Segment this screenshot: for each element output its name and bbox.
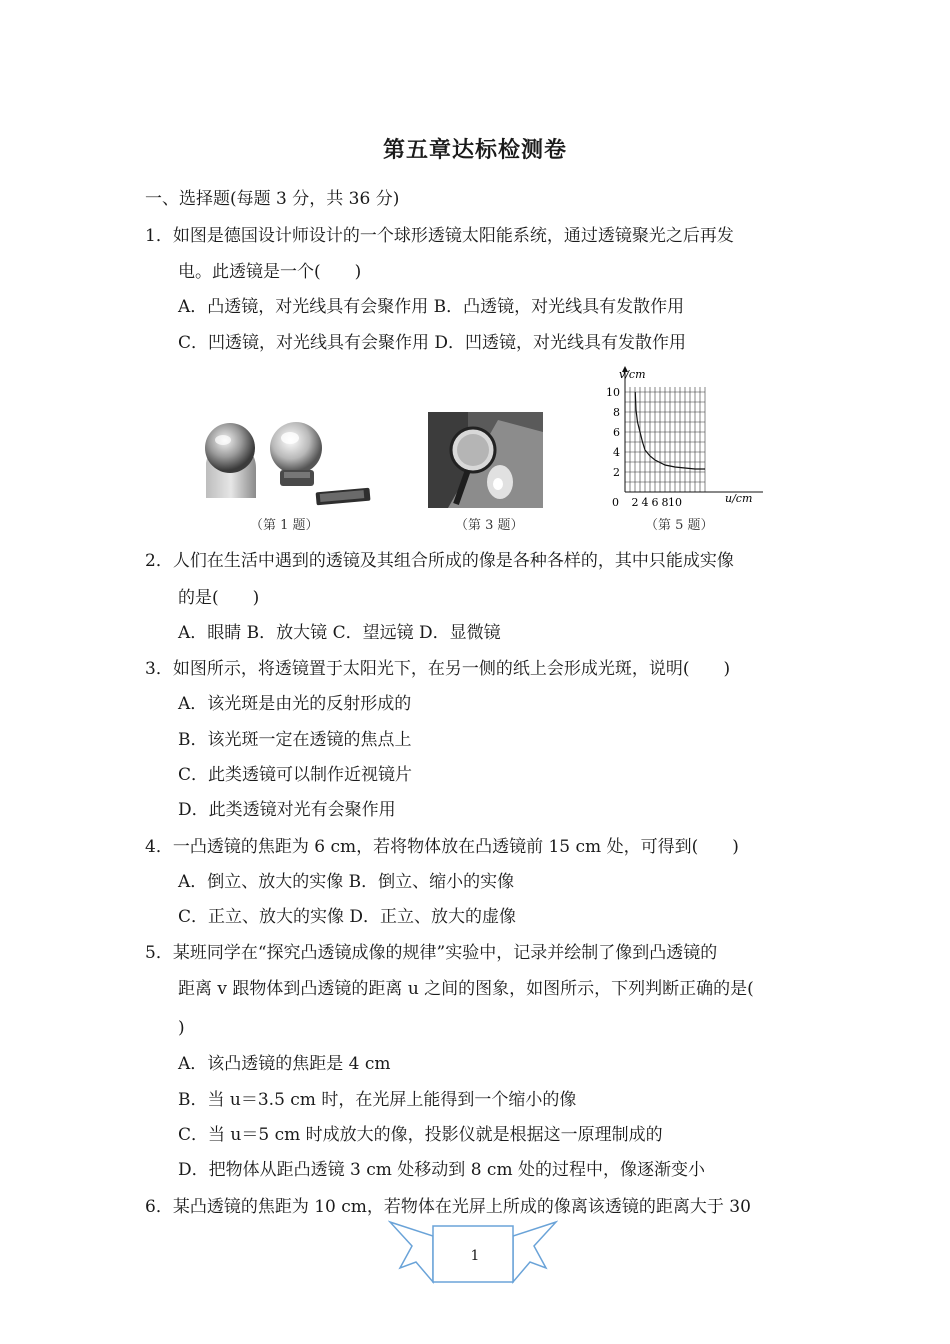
q2-stem-line1: 2．人们在生活中遇到的透镜及其组合所成的像是各种各样的，其中只能成实像 xyxy=(145,551,734,571)
q3-option-a: A．该光斑是由光的反射形成的 xyxy=(178,694,412,714)
y-tick-label: 8 xyxy=(613,406,620,419)
q5-option-d: D．把物体从距凸透镜 3 cm 处移动到 8 cm 处的过程中，像逐渐变小 xyxy=(178,1160,705,1180)
y-tick-label: 4 xyxy=(613,446,620,459)
y-tick-label: 2 xyxy=(613,466,620,479)
q2-stem-line2: 的是( ) xyxy=(178,588,260,608)
q4-options-cd: C．正立、放大的实像 D．正立、放大的虚像 xyxy=(178,907,517,927)
graph-x-axis-label: u/cm xyxy=(725,492,753,505)
graph-axes xyxy=(622,366,763,492)
q5-option-b: B．当 u＝3.5 cm 时，在光屏上能得到一个缩小的像 xyxy=(178,1090,577,1110)
q5-stem-line3: ) xyxy=(178,1018,185,1038)
page-title: 第五章达标检测卷 xyxy=(382,138,567,163)
figure-1-solar-lens-image xyxy=(198,408,378,508)
q1-options-cd: C．凹透镜，对光线具有会聚作用 D．凹透镜，对光线具有发散作用 xyxy=(178,333,687,353)
figure-3-caption: （第 3 题） xyxy=(455,518,524,533)
graph-x-ticks xyxy=(612,496,682,509)
q3-option-d: D．此类透镜对光有会聚作用 xyxy=(178,800,396,820)
y-tick-label: 10 xyxy=(606,386,620,399)
q4-options-ab: A．倒立、放大的实像 B．倒立、缩小的实像 xyxy=(178,872,515,892)
figure-5-v-u-graph xyxy=(595,364,765,512)
q3-option-c: C．此类透镜可以制作近视镜片 xyxy=(178,765,413,785)
q3-stem: 3．如图所示，将透镜置于太阳光下，在另一侧的纸上会形成光斑，说明( ) xyxy=(145,659,731,679)
x-tick-label: 0 xyxy=(612,496,619,509)
q1-options-ab: A．凸透镜，对光线具有会聚作用 B．凸透镜，对光线具有发散作用 xyxy=(178,297,685,317)
x-tick-label: 6 xyxy=(651,496,659,509)
q5-option-c: C．当 u＝5 cm 时成放大的像，投影仪就是根据这一原理制成的 xyxy=(178,1125,663,1145)
graph-grid xyxy=(625,387,705,492)
x-tick-label: 4 xyxy=(641,496,649,509)
graph-y-ticks xyxy=(606,386,620,479)
figure-1-caption: （第 1 题） xyxy=(250,518,319,533)
q5-stem-line2: 距离 v 跟物体到凸透镜的距离 u 之间的图象，如图所示，下列判断正确的是( xyxy=(178,979,754,999)
q3-option-b: B．该光斑一定在透镜的焦点上 xyxy=(178,730,412,750)
q4-stem: 4．一凸透镜的焦距为 6 cm，若将物体放在凸透镜前 15 cm 处，可得到( ) xyxy=(145,837,739,857)
figure-3-lens-sunlight-image xyxy=(428,412,543,508)
q6-stem-line1: 6．某凸透镜的焦距为 10 cm，若物体在光屏上所成的像离该透镜的距离大于 30 xyxy=(145,1197,751,1217)
section-heading: 一、选择题(每题 3 分，共 36 分) xyxy=(145,189,400,209)
figure-5-caption: （第 5 题） xyxy=(645,518,714,533)
graph-y-axis-label: v/cm xyxy=(619,368,646,381)
y-tick-label: 6 xyxy=(613,426,620,439)
q2-options: A．眼睛 B．放大镜 C．望远镜 D．显微镜 xyxy=(178,623,501,643)
x-tick-label: 8 xyxy=(661,496,669,509)
x-tick-label: 2 xyxy=(631,496,639,509)
x-tick-label: 10 xyxy=(668,496,682,509)
q1-stem-line1: 1．如图是德国设计师设计的一个球形透镜太阳能系统，通过透镜聚光之后再发 xyxy=(145,226,734,246)
q1-stem-line2: 电。此透镜是一个( ) xyxy=(178,262,362,282)
q5-option-a: A．该凸透镜的焦距是 4 cm xyxy=(178,1054,391,1074)
q5-stem-line1: 5．某班同学在“探究凸透镜成像的规律”实验中，记录并绘制了像到凸透镜的 xyxy=(145,943,718,963)
page-number: 1 xyxy=(470,1248,480,1264)
